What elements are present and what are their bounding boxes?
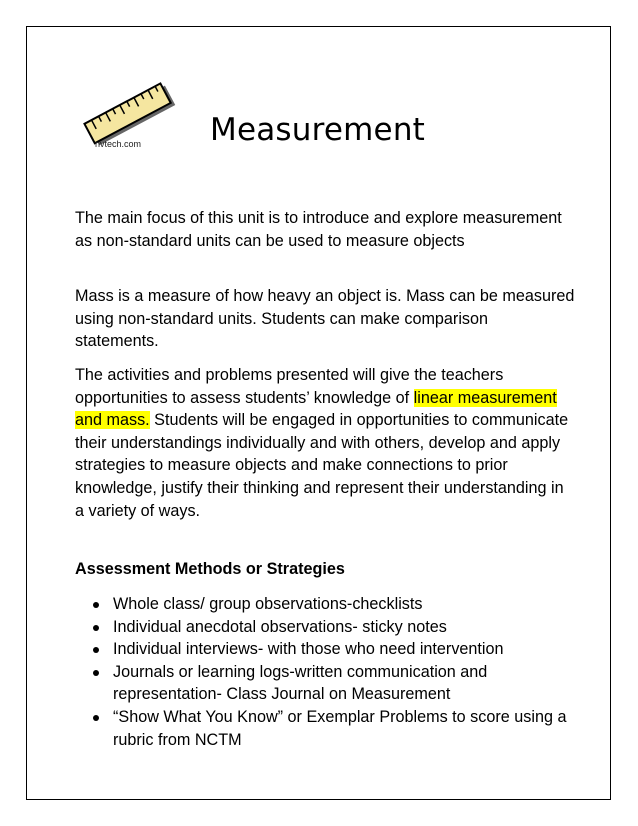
list-item-text: Individual anecdotal observations- sticky notes	[113, 617, 447, 636]
mass-paragraph: Mass is a measure of how heavy an object is. Mass can be measured using non-standard units. Students can make comparison statements.	[75, 287, 575, 351]
page-title: Measurement	[210, 112, 426, 148]
list-item	[113, 638, 583, 661]
list-item-text: “Show What You Know” or Exemplar Problems to score using a rubric from NCTM	[113, 707, 567, 749]
activities-text-before: The activities and problems presented will give the teachers opportunities to assess students’ knowledge of	[75, 366, 504, 407]
bullet-icon	[93, 715, 99, 721]
list-item	[113, 593, 583, 616]
bullet-icon	[93, 602, 99, 608]
list-item	[113, 706, 583, 751]
list-item-text: Journals or learning logs-written communication and representation- Class Journal on Measurement	[113, 662, 488, 704]
logo-caption: nvtech.com	[95, 139, 142, 149]
list-item-text: Whole class/ group observations-checklists	[113, 595, 423, 613]
highlighted-text: linear measurement and mass.	[75, 388, 557, 430]
intro-paragraph: The main focus of this unit is to introduce and explore measurement as non-standard units can be used to measure objects	[75, 209, 562, 250]
list-item	[113, 661, 583, 706]
list-item-text: Individual interviews- with those who need intervention	[113, 640, 504, 659]
bullet-icon	[93, 625, 99, 631]
activities-paragraph	[75, 364, 575, 522]
bullet-icon	[93, 670, 99, 676]
activities-text-after: Students will be engaged in opportunities to communicate their understandings individually and with others, develop and apply strategies to measure objects and make connections to prior knowledge, justify their thinking and represent their understanding in a variety of ways.	[75, 411, 569, 520]
assessment-heading: Assessment Methods or Strategies	[75, 560, 345, 578]
assessment-list	[113, 593, 583, 751]
list-item	[113, 616, 583, 639]
